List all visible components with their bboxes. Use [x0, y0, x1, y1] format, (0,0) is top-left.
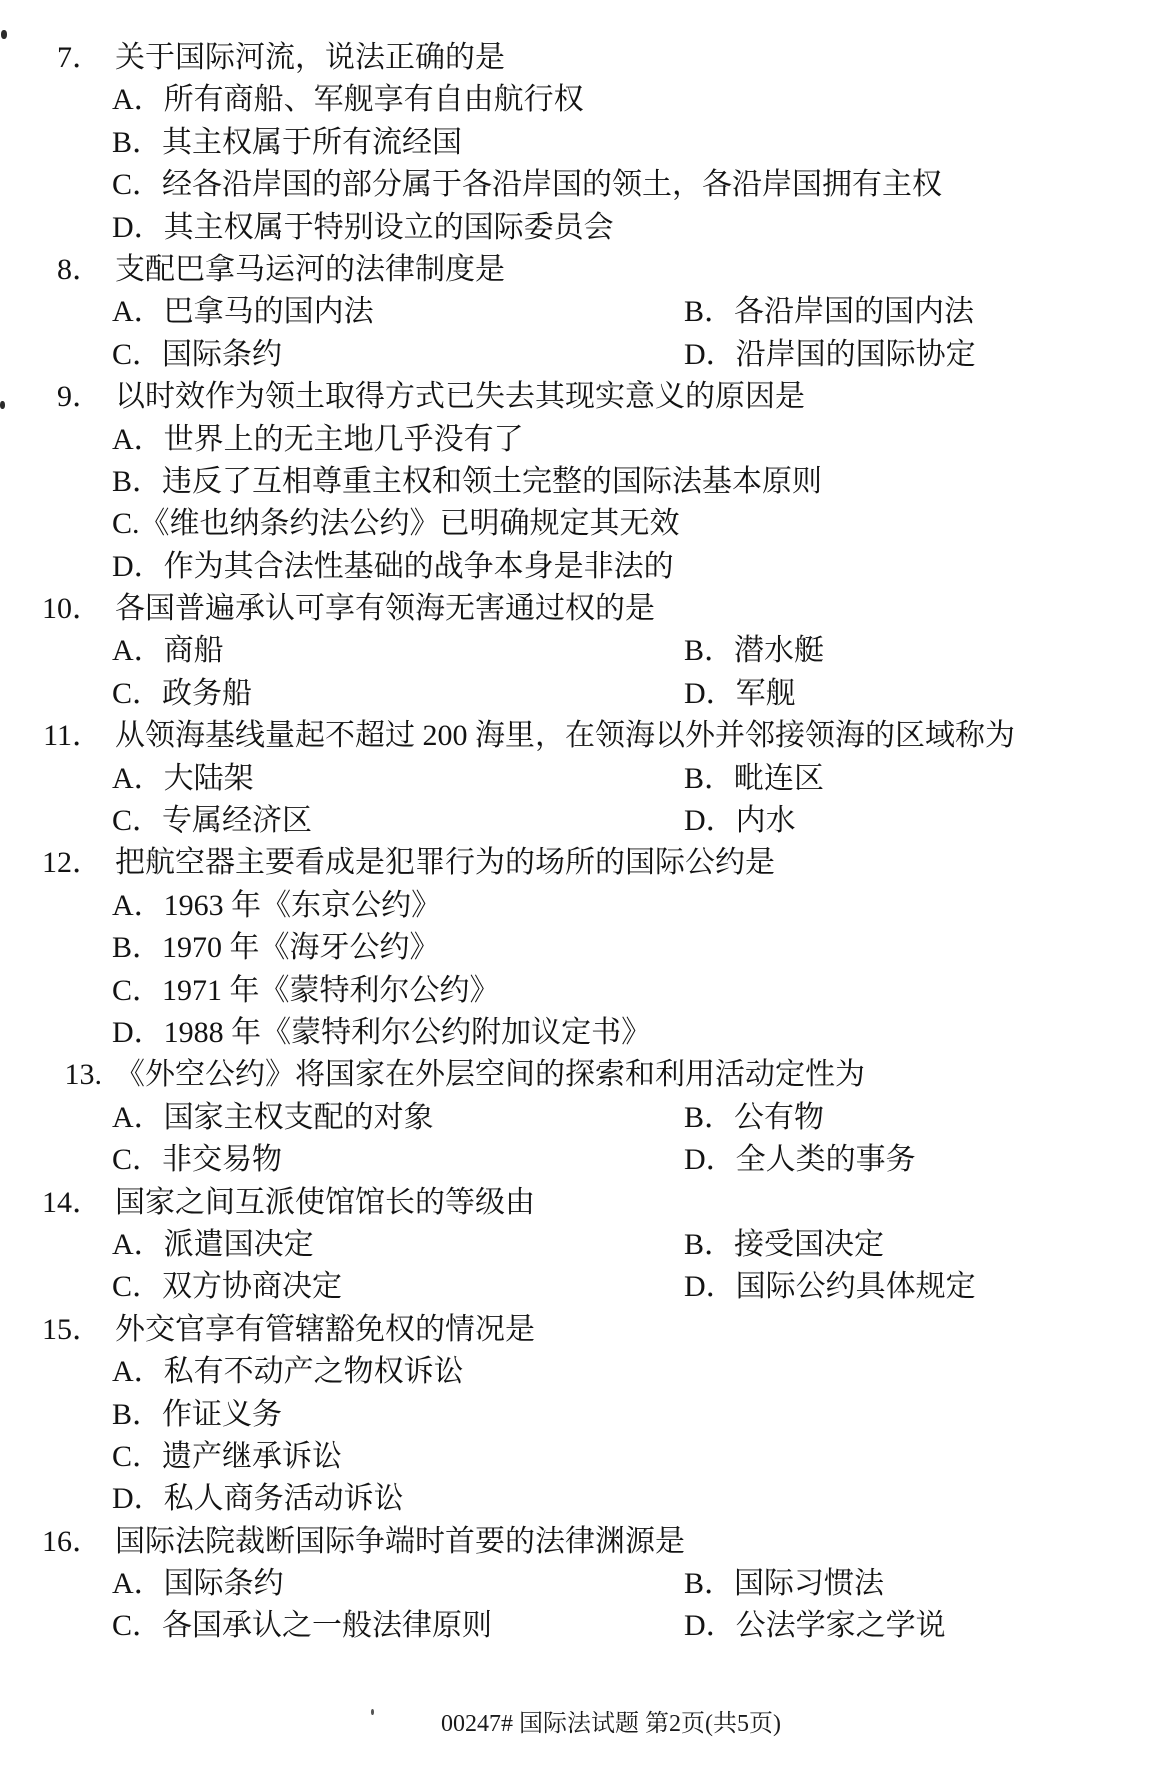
option-text: 世界上的无主地几乎没有了: [163, 422, 524, 456]
option: [112, 83, 584, 116]
option-row: [0, 419, 1152, 461]
question-number: 12．: [42, 846, 102, 880]
question-number: 11．: [43, 719, 102, 753]
option-text: 派遣国决定: [163, 1227, 314, 1261]
option: [112, 1266, 342, 1308]
option-text: 接受国决定: [734, 1227, 885, 1261]
question-row: [0, 842, 1152, 884]
option: [112, 758, 254, 800]
option-label: B．: [684, 761, 735, 795]
option-row: [0, 1605, 1152, 1647]
option-text: 经各沿岸国的部分属于各沿岸国的领土，各沿岸国拥有主权: [162, 168, 943, 202]
question-text: 从领海基线量起不超过 200 海里，在领海以外并邻接领海的区域称为: [115, 719, 1015, 753]
option-text: 国家主权支配的对象: [163, 1100, 434, 1134]
option-text: 1971 年《蒙特利尔公约》: [162, 973, 500, 1007]
option: [684, 630, 824, 672]
question-row: [0, 588, 1152, 630]
option-label: B．: [684, 1100, 735, 1134]
option-label: D．: [112, 1482, 164, 1516]
option-row: [0, 503, 1152, 545]
option-text: 违反了互相尊重主权和领土完整的国际法基本原则: [162, 464, 823, 498]
question-row: [0, 1521, 1152, 1563]
option-text: 作证义务: [162, 1397, 283, 1431]
option-row: [0, 122, 1152, 164]
option: [112, 465, 822, 498]
option-text: 1988 年《蒙特利尔公约附加议定书》: [163, 1015, 652, 1049]
question-row: [0, 1054, 1152, 1096]
option: [112, 1139, 282, 1181]
option-text: 1970 年《海牙公约》: [162, 931, 440, 965]
option: [684, 291, 974, 333]
option: [684, 673, 796, 715]
option-row: [0, 1436, 1152, 1478]
option-text: 各沿岸国的国内法: [734, 295, 975, 329]
question-number: 13.: [64, 1058, 102, 1092]
option: [684, 334, 976, 376]
option-label: D．: [112, 549, 164, 583]
option-row: [0, 673, 1152, 715]
option-label: D．: [684, 337, 736, 371]
option: [684, 1224, 884, 1266]
option: [684, 758, 824, 800]
option-row: [0, 927, 1152, 969]
option-label: C．: [112, 973, 163, 1007]
question-number: 10．: [42, 592, 102, 626]
option: [684, 1266, 976, 1308]
question-number: 15．: [42, 1312, 102, 1346]
option-row: [0, 1139, 1152, 1181]
option-text: 国际习惯法: [734, 1567, 885, 1601]
question-text: 支配巴拿马运河的法律制度是: [115, 252, 505, 286]
option-label: A．: [112, 422, 164, 456]
option-text: 商船: [163, 634, 224, 668]
option-text: 公法学家之学说: [735, 1609, 946, 1643]
option-text: 国际条约: [163, 1567, 284, 1601]
option-label: A．: [112, 1567, 164, 1601]
option-row: [0, 1012, 1152, 1054]
option-text: 政务船: [162, 676, 253, 710]
question-row: [0, 1309, 1152, 1351]
question-row: [0, 249, 1152, 291]
option-row: [0, 1097, 1152, 1139]
option-row: [0, 461, 1152, 503]
question-row: [0, 376, 1152, 418]
option-text: 军舰: [735, 676, 796, 710]
option-label: C．: [112, 676, 163, 710]
question-text: 外交官享有管辖豁免权的情况是: [115, 1312, 535, 1346]
option-label: B．: [112, 931, 163, 965]
option-label: C．: [112, 1270, 163, 1304]
option-row: [0, 334, 1152, 376]
option-text: 公有物: [734, 1100, 825, 1134]
option: [112, 1097, 434, 1139]
option-label: B．: [684, 634, 735, 668]
question-row: [0, 715, 1152, 757]
option-text: 其主权属于所有流经国: [162, 125, 463, 159]
option: [112, 211, 614, 244]
option: [684, 1563, 884, 1605]
page-footer: [0, 1703, 1152, 1745]
option: [112, 931, 440, 964]
option-label: D．: [684, 804, 736, 838]
question-number: 7．: [57, 41, 102, 74]
option-label: A．: [112, 888, 164, 922]
option-text: 作为其合法性基础的战争本身是非法的: [163, 549, 674, 583]
option-label: B．: [684, 1567, 735, 1601]
option-label: B．: [684, 295, 735, 329]
question-text: 把航空器主要看成是犯罪行为的场所的国际公约是: [115, 846, 775, 880]
option-label: D．: [684, 676, 736, 710]
question-number: 16．: [42, 1524, 102, 1558]
question-row: [0, 1182, 1152, 1224]
option-text: 国际条约: [162, 337, 283, 371]
option: [112, 423, 524, 456]
option-text: 全人类的事务: [735, 1143, 916, 1177]
option-text: 专属经济区: [162, 804, 313, 838]
option: [112, 673, 252, 715]
option: [112, 126, 462, 159]
option: [112, 974, 500, 1007]
option-row: [0, 630, 1152, 672]
question-row: [0, 37, 1152, 79]
question-text: 国家之间互派使馆馆长的等级由: [115, 1185, 535, 1219]
option-row: [0, 291, 1152, 333]
option-label: A．: [112, 1227, 164, 1261]
option-label: D．: [684, 1270, 736, 1304]
option-label: D．: [112, 210, 164, 244]
option-text: 毗连区: [734, 761, 825, 795]
option-label: A．: [112, 83, 164, 117]
option: [112, 1605, 492, 1647]
option-text: 内水: [735, 804, 796, 838]
option: [684, 800, 796, 842]
option-row: [0, 758, 1152, 800]
option: [112, 334, 282, 376]
option-row: [0, 1478, 1152, 1520]
option: [112, 1440, 342, 1473]
question-number: 14．: [42, 1185, 102, 1219]
option-label: C．: [112, 1439, 163, 1473]
option-label: A．: [112, 1100, 164, 1134]
option: [112, 1016, 651, 1049]
question-number: 9．: [57, 380, 102, 414]
option-text: 《维也纳条约法公约》已明确规定其无效: [139, 507, 680, 541]
option-row: [0, 207, 1152, 249]
option: [112, 630, 224, 672]
option-text: 所有商船、军舰享有自由航行权: [163, 83, 584, 117]
option-label: D．: [684, 1609, 736, 1643]
option-label: C．: [112, 1143, 163, 1177]
option-row: [0, 1563, 1152, 1605]
option: [684, 1605, 946, 1647]
option-text: 大陆架: [163, 761, 254, 795]
question-list: [0, 37, 1152, 1648]
option-label: A．: [112, 1355, 164, 1389]
option-label: C．: [112, 1609, 163, 1643]
option-label: C．: [112, 168, 163, 202]
option-row: [0, 1394, 1152, 1436]
option-text: 遗产继承诉讼: [162, 1439, 343, 1473]
option-text: 沿岸国的国际协定: [735, 337, 976, 371]
option-label: A．: [112, 295, 164, 329]
option-label: D．: [684, 1143, 736, 1177]
option-text: 国际公约具体规定: [735, 1270, 976, 1304]
option-text: 私有不动产之物权诉讼: [163, 1355, 464, 1389]
option: [112, 800, 312, 842]
question-text: 国际法院裁断国际争端时首要的法律渊源是: [115, 1524, 685, 1558]
option-row: [0, 1351, 1152, 1393]
question-text: 各国普遍承认可享有领海无害通过权的是: [115, 592, 655, 626]
option: [112, 168, 942, 201]
question-number: 8．: [57, 252, 102, 286]
question-text: 《外空公约》将国家在外层空间的探索和利用活动定性为: [115, 1058, 865, 1092]
option: [112, 1563, 284, 1605]
page-footer-text: 00247# 国际法试题 第2页(共5页): [441, 1711, 781, 1737]
option: [112, 291, 374, 333]
option-text: 非交易物: [162, 1143, 283, 1177]
option: [112, 507, 680, 540]
option-text: 其主权属于特别设立的国际委员会: [163, 210, 614, 244]
option-label: B．: [112, 1397, 163, 1431]
option-text: 各国承认之一般法律原则: [162, 1609, 493, 1643]
option-label: C．: [112, 804, 163, 838]
option-row: [0, 1266, 1152, 1308]
option: [112, 1355, 464, 1388]
option: [112, 889, 441, 922]
option-row: [0, 1224, 1152, 1266]
option-label: A．: [112, 761, 164, 795]
option-label: C.: [112, 507, 140, 541]
option-row: [0, 800, 1152, 842]
question-text: 以时效作为领土取得方式已失去其现实意义的原因是: [115, 380, 805, 414]
option: [684, 1139, 916, 1181]
option-label: B．: [112, 464, 163, 498]
option: [112, 1482, 404, 1515]
option: [112, 550, 674, 583]
option-text: 私人商务活动诉讼: [163, 1482, 404, 1516]
option-label: D．: [112, 1015, 164, 1049]
question-text: 关于国际河流，说法正确的是: [115, 41, 505, 74]
option-row: [0, 164, 1152, 206]
option-row: [0, 885, 1152, 927]
option-row: [0, 546, 1152, 588]
option-row: [0, 970, 1152, 1012]
option-label: B．: [684, 1227, 735, 1261]
option-text: 1963 年《东京公约》: [163, 888, 442, 922]
option-label: B．: [112, 125, 163, 159]
option-text: 潜水艇: [734, 634, 825, 668]
option: [684, 1097, 824, 1139]
option-row: [0, 79, 1152, 121]
option: [112, 1224, 314, 1266]
option-label: C．: [112, 337, 163, 371]
option-text: 双方协商决定: [162, 1270, 343, 1304]
option-label: A．: [112, 634, 164, 668]
option: [112, 1398, 282, 1431]
option-text: 巴拿马的国内法: [163, 295, 374, 329]
